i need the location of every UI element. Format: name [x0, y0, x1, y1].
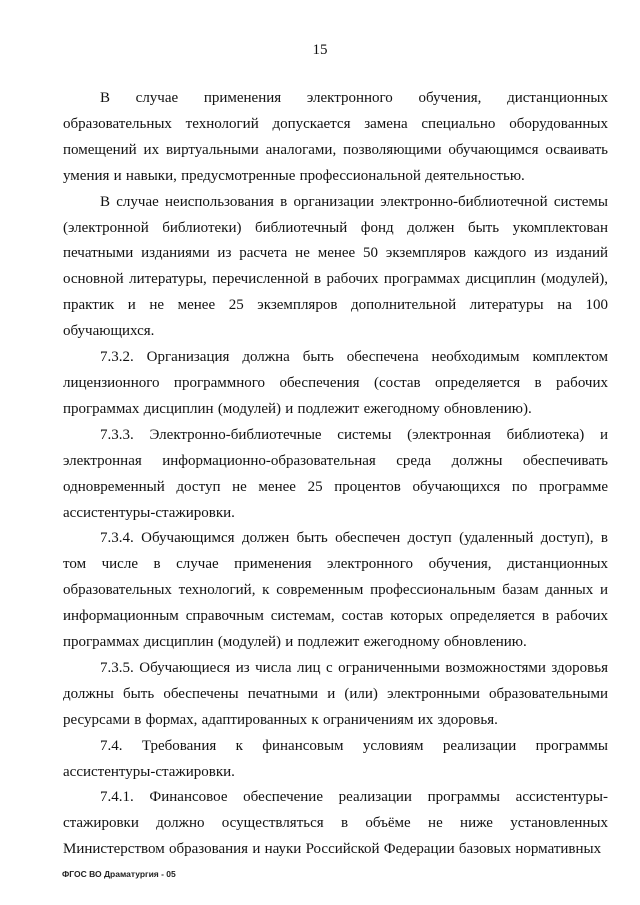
paragraph-library-fund: В случае неиспользования в организации электронно-библиотечной системы (электронной библиотеки) библиотечный фонд должен быть укомплектован печатными изданиями из расчета не менее 50 экземпляров каждого из изданий основной литературы, перечисленной в рабочих программах дисциплин (модулей), практик и не менее 25 экземпляров дополнительной литературы на 100 обучающихся.: [63, 193, 608, 340]
paragraph-7-3-5: 7.3.5. Обучающиеся из числа лиц с ограниченными возможностями здоровья должны быть обеспечены печатными и (или) электронными образовательными ресурсами в формах, адаптированных к ограничениям их здоровья.: [63, 659, 608, 728]
page-number: 15: [312, 42, 328, 58]
paragraph-7-3-3: 7.3.3. Электронно-библиотечные системы (электронная библиотека) и электронная информационно-образовательная среда должны обеспечивать одновременный доступ не менее 25 процентов обучающихся по программе ассистентуры-стажировки.: [63, 426, 608, 521]
paragraph-7-4: 7.4. Требования к финансовым условиям реализации программы ассистентуры-стажировки.: [63, 737, 608, 780]
paragraph-7-3-2: 7.3.2. Организация должна быть обеспечена необходимым комплектом лицензионного программного обеспечения (состав определяется в рабочих программах дисциплин (модулей) и подлежит ежегодному обновлению).: [63, 349, 608, 417]
paragraph-7-3-4: 7.3.4. Обучающимся должен быть обеспечен доступ (удаленный доступ), в том числе в случае применения электронного обучения, дистанционных образовательных технологий, к современным профессиональным базам данных и информационным справочным системам, состав которых определяется в рабочих программах дисциплин (модулей) и подлежит ежегодному обновлению.: [63, 530, 608, 651]
paragraph-7-4-1: 7.4.1. Финансовое обеспечение реализации программы ассистентуры-стажировки должно осуществляться в объёме не ниже установленных Министерством образования и науки Российской Федерации базовых нормативных: [63, 789, 608, 858]
paragraph-electronic-learning: В случае применения электронного обучения, дистанционных образовательных технологий допускается замена специально оборудованных помещений их виртуальными аналогами, позволяющими обучающимся осваивать умения и навыки, предусмотренные профессиональной деятельностью.: [63, 90, 608, 184]
document-footer: ФГОС ВО Драматургия - 05: [62, 869, 176, 879]
document-body: [63, 86, 608, 863]
